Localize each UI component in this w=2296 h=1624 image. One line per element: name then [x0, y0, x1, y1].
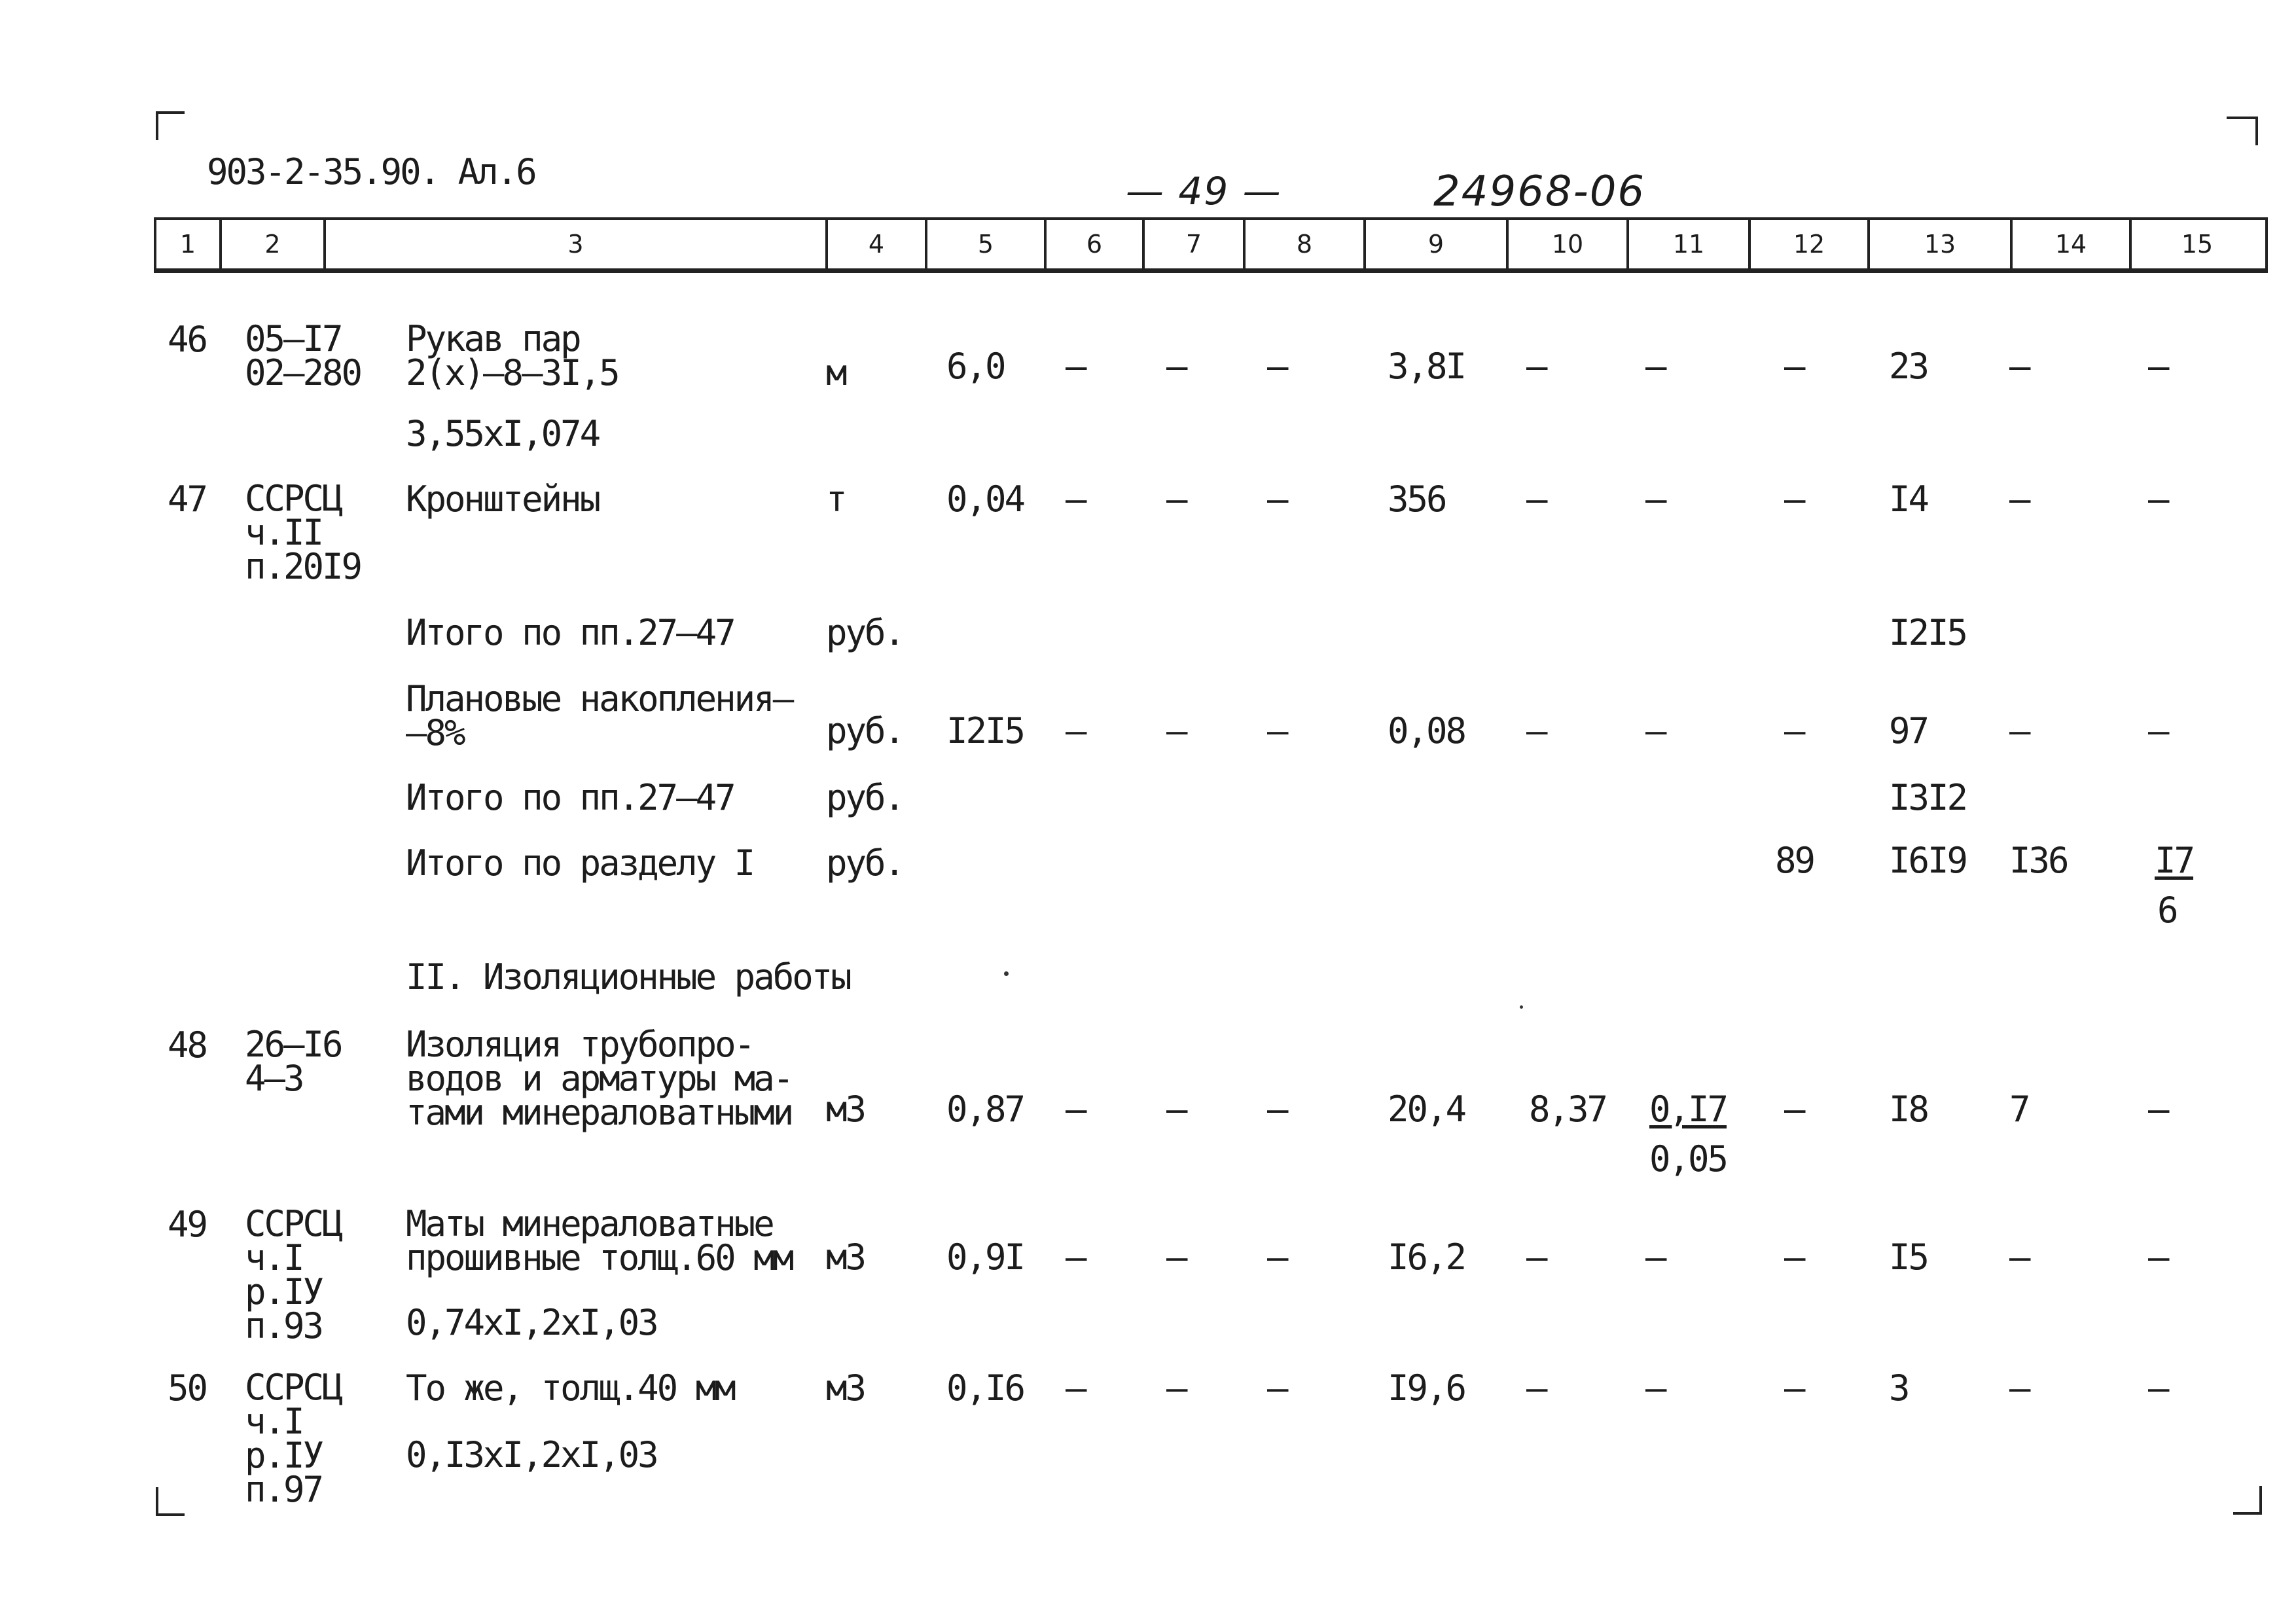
norm-code: ССРСЦ ч.I р.IУ п.97 — [245, 1367, 342, 1510]
col15-value: – — [2148, 710, 2168, 751]
column-header-row — [154, 217, 2268, 273]
unit: руб. — [826, 612, 904, 653]
col13-value: 3 — [1889, 1367, 1909, 1409]
col13-value: 23 — [1889, 346, 1928, 387]
page-number: — 49 — — [1126, 169, 1282, 213]
column-header-8: 8 — [1246, 220, 1366, 268]
col10-value: 8,37 — [1529, 1089, 1607, 1130]
quantity: 0,I6 — [946, 1367, 1024, 1409]
column-header-1: 1 — [156, 220, 222, 268]
col11-value: 0,I7 — [1649, 1089, 1727, 1130]
speck — [1004, 971, 1009, 976]
col12-value: 89 — [1775, 840, 1814, 881]
column-header-5: 5 — [927, 220, 1047, 268]
column-header-12: 12 — [1751, 220, 1870, 268]
col11-value: – — [1645, 1236, 1665, 1278]
quantity-formula: 3,55хI,074 — [406, 413, 600, 454]
column-header-10: 10 — [1509, 220, 1629, 268]
unit: м — [826, 352, 846, 393]
column-header-13: 13 — [1870, 220, 2013, 268]
unit: м3 — [826, 1089, 865, 1130]
col14-value: 7 — [2009, 1089, 2029, 1130]
document-code: 903-2-35.90. Ал.6 — [207, 151, 535, 192]
col7-value: – — [1166, 710, 1186, 751]
col15-value: – — [2148, 1236, 2168, 1278]
quantity: 6,0 — [946, 346, 1005, 387]
col6-value: – — [1066, 710, 1085, 751]
col15-value: – — [2148, 478, 2168, 520]
column-header-2: 2 — [222, 220, 326, 268]
total-label: Итого по пп.27–47 — [406, 777, 734, 818]
col9-value: 0,08 — [1388, 710, 1465, 751]
col15-value: – — [2148, 1367, 2168, 1409]
col15-value: I7 — [2155, 840, 2194, 881]
column-header-15: 15 — [2181, 230, 2214, 259]
col12-value: – — [1784, 1089, 1804, 1130]
work-name: То же, толщ.40 мм — [406, 1367, 734, 1409]
col13-value: I5 — [1889, 1236, 1928, 1278]
col8-value: – — [1267, 710, 1287, 751]
col15-value-continued: 6 — [2157, 890, 2177, 931]
col7-value: – — [1166, 478, 1186, 520]
col12-value: – — [1784, 1367, 1804, 1409]
col9-value: 20,4 — [1388, 1089, 1465, 1130]
col12-value: – — [1784, 710, 1804, 751]
col8-value: – — [1267, 478, 1287, 520]
column-header-9: 9 — [1366, 220, 1509, 268]
col9-value: 3,8I — [1388, 346, 1465, 387]
column-header-7: 7 — [1145, 220, 1246, 268]
row-number: 47 — [168, 478, 207, 520]
norm-code: ССРСЦ ч.II п.20I9 — [245, 478, 361, 587]
col14-value: – — [2009, 710, 2029, 751]
col10-value: – — [1526, 1236, 1546, 1278]
column-header-11: 11 — [1629, 220, 1751, 268]
corner-mark-bottom-left — [156, 1487, 185, 1516]
work-name: Плановые накопления– –8% — [406, 678, 793, 753]
col7-value: – — [1166, 1367, 1186, 1409]
col15-value: – — [2148, 1089, 2168, 1130]
col12-value: – — [1784, 478, 1804, 520]
col10-value: – — [1526, 1367, 1546, 1409]
quantity: 0,9I — [946, 1236, 1024, 1278]
quantity: I2I5 — [946, 710, 1024, 751]
col13-value: I3I2 — [1889, 777, 1967, 818]
col10-value: – — [1526, 710, 1546, 751]
column-header-14: 14 — [2013, 220, 2132, 268]
col11-value: – — [1645, 478, 1665, 520]
col12-value: – — [1784, 1236, 1804, 1278]
norm-code: ССРСЦ ч.I р.IУ п.93 — [245, 1203, 342, 1346]
unit: руб. — [826, 777, 904, 818]
corner-mark-bottom-right — [2233, 1486, 2262, 1515]
col14-value: I36 — [2009, 840, 2068, 881]
col6-value: – — [1066, 1367, 1085, 1409]
corner-mark-top-right — [2227, 117, 2258, 145]
col10-value: – — [1526, 346, 1546, 387]
col13-value: I2I5 — [1889, 612, 1967, 653]
col11-value-continued: 0,05 — [1649, 1138, 1727, 1180]
inventory-number: 24968-06 — [1433, 168, 1646, 216]
norm-code: 05–I7 02–280 — [245, 318, 361, 393]
column-header-4: 4 — [828, 220, 927, 268]
total-label: Итого по пп.27–47 — [406, 612, 734, 653]
col11-value: – — [1645, 710, 1665, 751]
col7-value: – — [1166, 346, 1186, 387]
column-header-3: 3 — [326, 220, 828, 268]
quantity-formula: 0,74хI,2хI,03 — [406, 1302, 657, 1343]
quantity: 0,04 — [946, 478, 1024, 520]
col10-value: – — [1526, 478, 1546, 520]
unit: т — [826, 478, 846, 520]
quantity: 0,87 — [946, 1089, 1024, 1130]
row-number: 50 — [168, 1367, 207, 1409]
row-number: 48 — [168, 1024, 207, 1066]
col14-value: – — [2009, 346, 2029, 387]
work-name: Рукав пар 2(х)–8–3I,5 — [406, 318, 619, 393]
col6-value: – — [1066, 1236, 1085, 1278]
col8-value: – — [1267, 1236, 1287, 1278]
col14-value: – — [2009, 1367, 2029, 1409]
col13-value: I8 — [1889, 1089, 1928, 1130]
col13-value: I4 — [1889, 478, 1928, 520]
col11-value: – — [1645, 346, 1665, 387]
col15-value: – — [2148, 346, 2168, 387]
col7-value: – — [1166, 1236, 1186, 1278]
col9-value: I9,6 — [1388, 1367, 1465, 1409]
col7-value: – — [1166, 1089, 1186, 1130]
col14-value: – — [2009, 478, 2029, 520]
col8-value: – — [1267, 1367, 1287, 1409]
work-name: Изоляция трубопро- водов и арматуры ма- тами минераловатными — [406, 1024, 793, 1133]
col9-value: 356 — [1388, 478, 1446, 520]
section-total-label: Итого по разделу I — [406, 842, 754, 884]
work-name: Кронштейны — [406, 478, 600, 520]
col9-value: I6,2 — [1388, 1236, 1465, 1278]
unit: м3 — [826, 1367, 865, 1409]
unit: руб. — [826, 710, 904, 751]
unit: м3 — [826, 1236, 865, 1278]
work-name: Маты минераловатные прошивные толщ.60 мм — [406, 1203, 793, 1278]
row-number: 46 — [168, 319, 207, 360]
col6-value: – — [1066, 478, 1085, 520]
speck — [1520, 1005, 1523, 1009]
norm-code: 26–I6 4–3 — [245, 1024, 342, 1099]
corner-mark-top-left — [156, 111, 185, 140]
col6-value: – — [1066, 346, 1085, 387]
col13-value: 97 — [1889, 710, 1928, 751]
col14-value: – — [2009, 1236, 2029, 1278]
quantity-formula: 0,I3хI,2хI,03 — [406, 1434, 657, 1475]
col12-value: – — [1784, 346, 1804, 387]
section-heading: II. Изоляционные работы — [406, 956, 850, 998]
col11-value: – — [1645, 1367, 1665, 1409]
col8-value: – — [1267, 1089, 1287, 1130]
unit: руб. — [826, 842, 904, 884]
row-number: 49 — [168, 1204, 207, 1245]
col8-value: – — [1267, 346, 1287, 387]
column-header-6: 6 — [1047, 220, 1145, 268]
col13-value: I6I9 — [1889, 840, 1967, 881]
col6-value: – — [1066, 1089, 1085, 1130]
